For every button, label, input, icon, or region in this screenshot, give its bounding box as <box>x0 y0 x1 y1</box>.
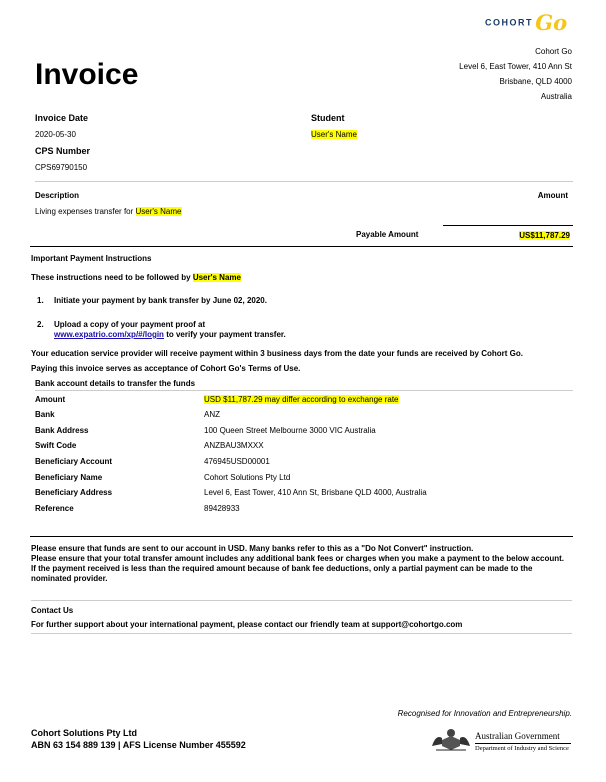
bank-label: Beneficiary Address <box>35 488 113 497</box>
cps-number-value: CPS69790150 <box>35 163 88 172</box>
bank-value: 100 Queen Street Melbourne 3000 VIC Australia <box>204 426 376 435</box>
company-address-line1: Level 6, East Tower, 410 Ann St <box>459 62 572 71</box>
payable-amount-label: Payable Amount <box>356 230 419 239</box>
bank-label: Bank <box>35 410 55 419</box>
divider <box>31 600 572 601</box>
divider <box>475 743 571 744</box>
divider <box>30 246 573 247</box>
bank-value: ANZ <box>204 410 220 419</box>
gov-name: Australian Government <box>475 731 560 741</box>
terms-note: Paying this invoice serves as acceptance of Cohort Go's Terms of Use. <box>31 364 301 373</box>
instructions-intro <box>31 273 241 282</box>
bank-value: 89428933 <box>204 504 240 513</box>
description-header: Description <box>35 191 80 200</box>
amount-header: Amount <box>537 191 568 200</box>
student-label: Student <box>311 113 345 123</box>
line-item-name: User's Name <box>135 207 182 216</box>
bank-label: Beneficiary Name <box>35 473 103 482</box>
bank-value: Cohort Solutions Pty Ltd <box>204 473 291 482</box>
divider <box>30 536 573 537</box>
expatrio-login-link[interactable]: www.expatrio.com/xp/#/login <box>54 330 164 339</box>
line-item-description <box>35 207 182 216</box>
footer-company-name: Cohort Solutions Pty Ltd <box>31 728 137 738</box>
payment-timing-note: Your education service provider will receive payment within 3 business days from the date your funds are received by Cohort Go. <box>31 349 523 358</box>
step-1-text: Initiate your payment by bank transfer by June 02, 2020. <box>54 296 267 305</box>
instructions-intro-prefix: These instructions need to be followed by <box>31 273 191 282</box>
divider <box>35 390 573 391</box>
logo-go-text: Go <box>535 10 568 35</box>
company-country: Australia <box>540 92 572 101</box>
bank-label: Amount <box>35 395 66 404</box>
divider <box>35 181 573 182</box>
invoice-date-value: 2020-05-30 <box>35 130 76 139</box>
australian-government-crest <box>430 724 472 752</box>
bank-label: Swift Code <box>35 441 77 450</box>
currency-warning: Please ensure that funds are sent to our account in USD. Many banks refer to this as a "Do Not Convert" instruction. <box>31 544 474 553</box>
gov-department: Department of Industry and Science <box>475 745 569 752</box>
bank-value: USD $11,787.29 may differ according to exchange rate <box>204 395 399 404</box>
bank-value: Level 6, East Tower, 410 Ann St, Brisbane QLD 4000, Australia <box>204 488 427 497</box>
payable-amount-value: US$11,787.29 <box>519 231 570 240</box>
recognition-text: Recognised for Innovation and Entrepreneurship. <box>397 709 572 718</box>
instructions-intro-name: User's Name <box>192 273 241 282</box>
partial-payment-warning: If the payment received is less than the required amount because of bank fee deductions, only a partial payment can be made to the nominated provider. <box>31 564 533 583</box>
step-number: 2. <box>37 320 44 329</box>
step-2-text: Upload a copy of your payment proof at <box>54 320 206 329</box>
fees-warning: Please ensure that your total transfer amount includes any additional bank fees or charges when you make a payment to the below account. <box>31 554 565 563</box>
bank-label: Reference <box>35 504 74 513</box>
contact-text: For further support about your international payment, please contact our friendly team at support@cohortgo.com <box>31 620 463 629</box>
payable-rule <box>443 225 573 226</box>
bank-value: 476945USD00001 <box>204 457 270 466</box>
company-name: Cohort Go <box>535 47 572 56</box>
footer-abn: ABN 63 154 889 139 | AFS License Number 455592 <box>31 740 246 750</box>
step-number: 1. <box>37 296 44 305</box>
contact-heading: Contact Us <box>31 606 74 615</box>
invoice-date-label: Invoice Date <box>35 113 89 123</box>
bank-value: ANZBAU3MXXX <box>204 441 264 450</box>
divider <box>31 633 572 634</box>
step-2-suffix: to verify your payment transfer. <box>166 330 286 339</box>
step-2-line2 <box>54 330 286 339</box>
instructions-heading: Important Payment Instructions <box>31 254 152 263</box>
page-title: Invoice <box>35 58 139 91</box>
bank-label: Bank Address <box>35 426 89 435</box>
bank-details-heading: Bank account details to transfer the funds <box>35 379 196 388</box>
bank-label: Beneficiary Account <box>35 457 113 466</box>
company-address-line2: Brisbane, QLD 4000 <box>499 77 572 86</box>
cohort-go-logo <box>485 10 567 36</box>
line-item-prefix: Living expenses transfer for <box>35 207 134 216</box>
logo-brand-text: COHORT <box>485 17 533 28</box>
cps-number-label: CPS Number <box>35 146 91 156</box>
student-value: User's Name <box>311 130 357 139</box>
